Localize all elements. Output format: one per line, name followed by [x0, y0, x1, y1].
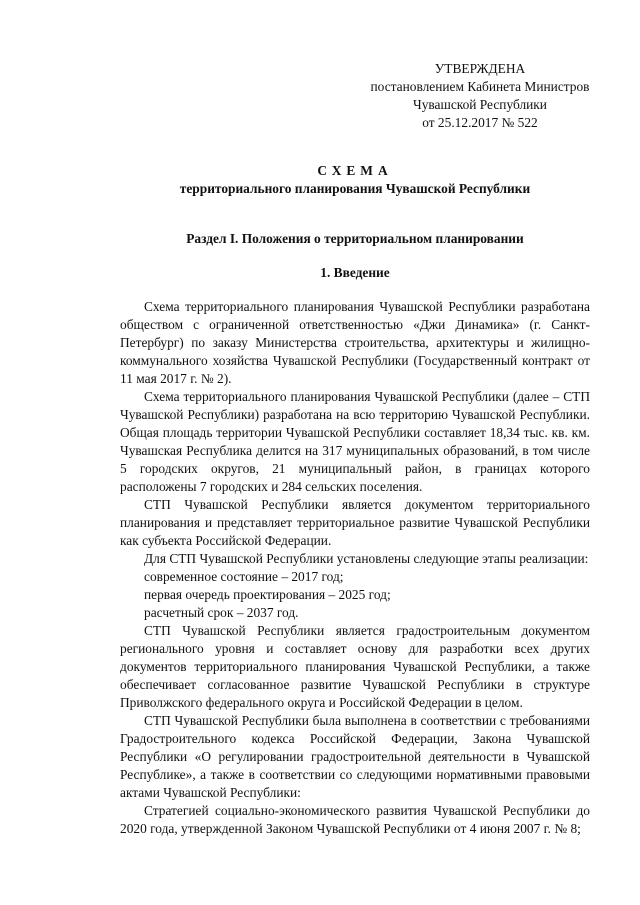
- list-item: современное состояние – 2017 год;: [144, 569, 344, 584]
- approval-line-2: постановлением Кабинета Министров: [370, 79, 590, 94]
- paragraph: Для СТП Чувашской Республики установлены следующие этапы реализации:: [144, 551, 589, 566]
- paragraph: СТП Чувашской Республики является градостроительным документом регионального уровня и составляет основу для разработки всех других документов территориального планирования Чувашской Республики, а также обеспечивает согласованное развитие Чувашской Республики в структуре Приволжского федерального округа и Российской Федерации в целом.: [120, 623, 590, 710]
- list-item: первая очередь проектирования – 2025 год;: [144, 587, 391, 602]
- approval-line-4: от 25.12.2017 № 522: [422, 115, 538, 130]
- approval-line-1: УТВЕРЖДЕНА: [434, 61, 526, 76]
- list-item: расчетный срок – 2037 год.: [144, 605, 299, 620]
- paragraph: Схема территориального планирования Чувашской Республики (далее – СТП Чувашской Республики) разработана на всю территорию Чувашской Республики. Общая площадь территории Чувашской Республики составляет 18,34 тыс. кв. км. Чувашская Республика делится на 317 муниципальных образований, в том числе 5 городских округов, 21 муниципальный район, в границах которого расположены 7 городских и 284 сельских поселения.: [120, 389, 590, 494]
- document-title: СХЕМА: [317, 163, 393, 178]
- paragraph: Стратегией социально-экономического развития Чувашской Республики до 2020 года, утвержденной Законом Чувашской Республики от 4 июня 2007 г. № 8;: [120, 803, 590, 836]
- subsection-heading: 1. Введение: [320, 265, 390, 280]
- paragraph: СТП Чувашской Республики является документом территориального планирования и представляет территориальное развитие Чувашской Республики как субъекта Российской Федерации.: [120, 497, 590, 548]
- document-body: [120, 298, 590, 838]
- document-subtitle: территориального планирования Чувашской Республики: [179, 181, 531, 196]
- approval-stamp: [362, 60, 598, 132]
- paragraph: СТП Чувашской Республики была выполнена в соответствии с требованиями Градостроительного кодекса Российской Федерации, Закона Чувашской Республики «О регулировании градостроительной деятельности в Чувашской Республике», а также в соответствии со следующими нормативными правовыми актами Чувашской Республики:: [120, 713, 590, 800]
- paragraph: Схема территориального планирования Чувашской Республики разработана обществом с ограниченной ответственностью «Джи Динамика» (г. Санкт-Петербург) по заказу Министерства строительства, архитектуры и жилищно-коммунального хозяйства Чувашской Республики (Государственный контракт от 11 мая 2017 г. № 2).: [120, 299, 590, 386]
- section-heading: Раздел I. Положения о территориальном планировании: [186, 231, 524, 246]
- approval-line-3: Чувашской Республики: [413, 97, 547, 112]
